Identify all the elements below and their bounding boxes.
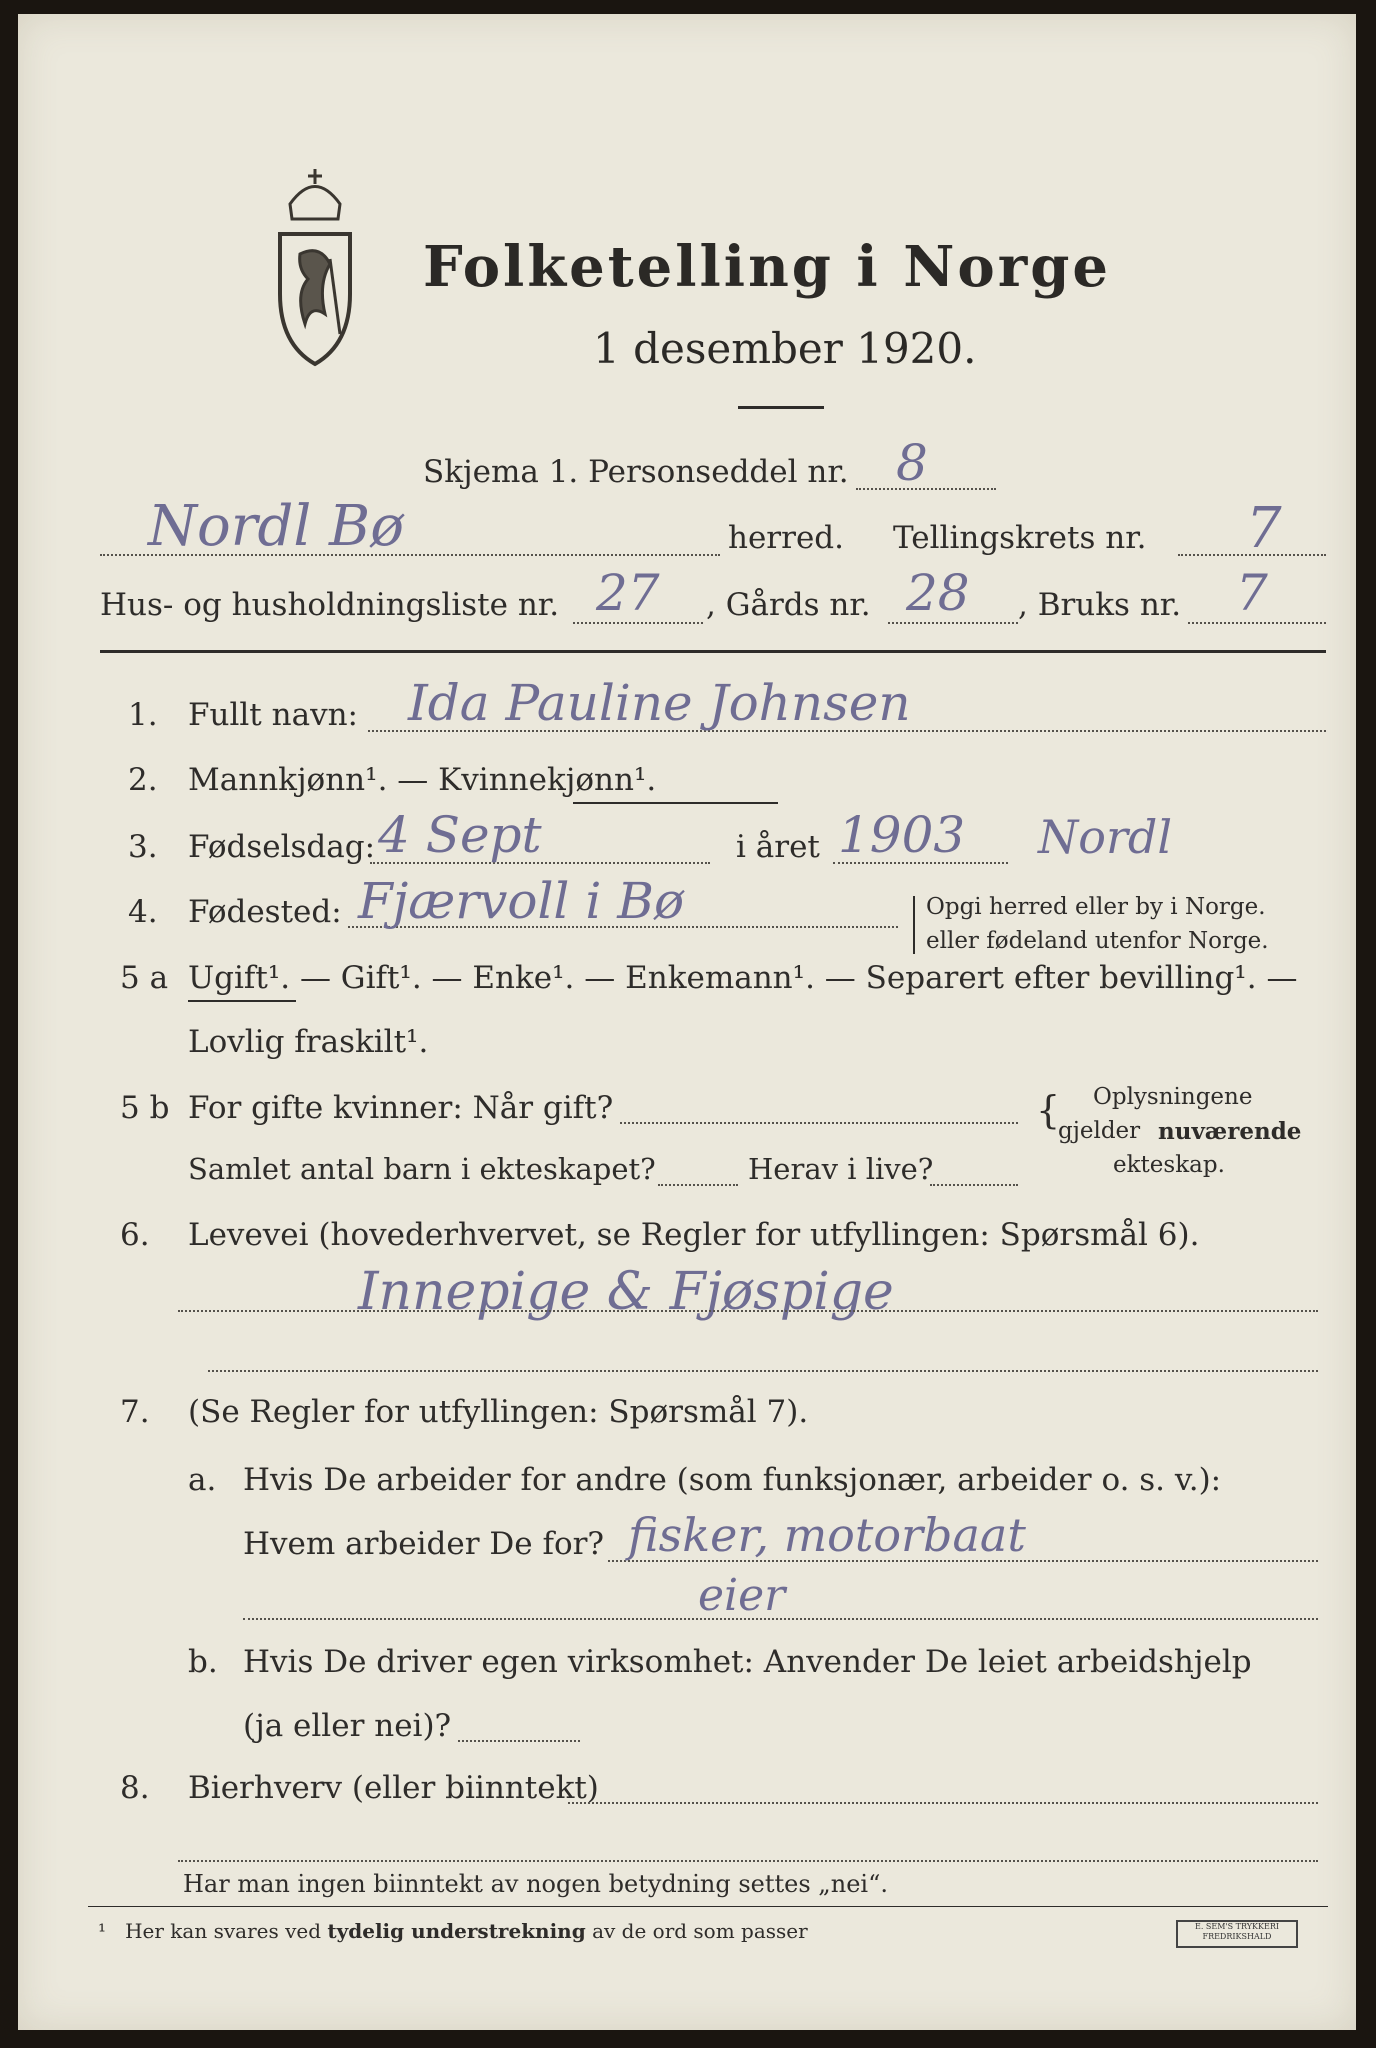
q7a-letter: a.	[188, 1462, 217, 1498]
q7a-label: Hvis De arbeider for andre (som funksjonær, arbeider o. s. v.):	[243, 1462, 1222, 1498]
q7a-label2: Hvem arbeider De for?	[243, 1526, 605, 1562]
q1-number: 1.	[128, 697, 158, 733]
q7b-label: Hvis De driver egen virksomhet: Anvender De leiet arbeidshjelp	[243, 1644, 1252, 1680]
q7b-letter: b.	[188, 1644, 218, 1680]
bruks-label: , Bruks nr.	[1018, 587, 1182, 623]
q5b-note2: gjelder	[1058, 1118, 1141, 1144]
footnote-divider	[88, 1906, 1328, 1907]
q7-label: (Se Regler for utfyllingen: Spørsmål 7).	[188, 1394, 809, 1430]
q4-note2: eller fødeland utenfor Norge.	[926, 928, 1269, 954]
q5a-label: Ugift¹. — Gift¹. — Enke¹. — Enkemann¹. — Separert efter bevilling¹. —	[188, 960, 1298, 996]
q5b-label3: Herav i live?	[748, 1152, 934, 1186]
q5b-note1: Oplysningene	[1093, 1084, 1253, 1110]
q2-label: Mannkjønn¹. — Kvinnekjønn¹.	[188, 762, 657, 798]
q7-number: 7.	[120, 1394, 150, 1430]
q7b-label2: (ja eller nei)?	[243, 1708, 452, 1744]
q5b-alive-line	[930, 1184, 1018, 1186]
printer-stamp: E. SEM'S TRYKKERI FREDRIKSHALD	[1176, 1920, 1298, 1948]
husliste-label: Hus- og husholdningsliste nr.	[100, 587, 560, 623]
q8-line1	[568, 1802, 1318, 1804]
q1-value: Ida Pauline Johnsen	[408, 674, 911, 732]
q5a-underline	[188, 1000, 296, 1002]
gards-label: , Gårds nr.	[706, 587, 871, 623]
skjema-label: Skjema 1. Personseddel nr.	[423, 454, 849, 490]
gards-value: 28	[906, 564, 970, 622]
q3-year-value: 1903	[838, 806, 966, 864]
husliste-line	[573, 622, 703, 624]
q6-number: 6.	[120, 1217, 150, 1253]
q6-line1	[178, 1310, 1318, 1312]
gards-line	[888, 622, 1018, 624]
form-title: Folketelling i Norge	[423, 234, 1112, 300]
footnote-text: Her kan svares ved	[125, 1919, 322, 1943]
biinntekt-note: Har man ingen biinntekt av nogen betydning settes „nei“.	[183, 1870, 888, 1898]
q4-label: Fødested:	[188, 894, 342, 930]
footnote-mark: ¹	[98, 1919, 107, 1943]
herred-value: Nordl Bø	[148, 494, 404, 559]
census-date: 1 desember 1920.	[593, 324, 977, 373]
bruks-line	[1188, 622, 1326, 624]
q5b-when-line	[620, 1122, 1018, 1124]
q3-value: 4 Sept	[378, 806, 542, 864]
husliste-value: 27	[596, 564, 660, 622]
q8-label: Bierhverv (eller biinntekt)	[188, 1770, 599, 1806]
q5b-children-line	[658, 1184, 738, 1186]
q5b-number: 5 b	[120, 1090, 170, 1126]
footnote	[98, 1919, 808, 1943]
census-form	[18, 14, 1356, 2030]
coat-of-arms-icon	[260, 164, 370, 374]
tellingskrets-value: 7	[1246, 496, 1282, 561]
q1-label: Fullt navn:	[188, 697, 358, 733]
q5b-note2b: nuværende	[1158, 1118, 1302, 1145]
q7a-value2: eier	[698, 1570, 786, 1621]
q7a-value: fisker, motorbaat	[628, 1508, 1026, 1562]
q3-label: Fødselsdag:	[188, 829, 376, 865]
q6-label: Levevei (hovederhvervet, se Regler for utfyllingen: Spørsmål 6).	[188, 1217, 1200, 1253]
bruks-value: 7	[1236, 564, 1268, 622]
q8-line2	[178, 1860, 1318, 1862]
footnote-bold: tydelig understrekning	[327, 1919, 586, 1943]
q4-bracket	[913, 896, 915, 954]
skjema-value: 8	[896, 434, 928, 492]
q4-note1: Opgi herred eller by i Norge.	[926, 894, 1266, 920]
q5b-label2: Samlet antal barn i ekteskapet?	[188, 1152, 656, 1186]
q4-number: 4.	[128, 894, 158, 930]
q6-line2	[208, 1370, 1318, 1372]
q5b-note3: ekteskap.	[1113, 1152, 1225, 1178]
herred-label: herred.	[728, 520, 844, 556]
title-divider	[738, 406, 824, 409]
q2-underline	[573, 802, 778, 804]
q5a-label2: Lovlig fraskilt¹.	[188, 1024, 429, 1060]
q3-year-label: i året	[736, 829, 820, 865]
q4-value: Fjærvoll i Bø	[358, 872, 685, 930]
q6-value: Innepige & Fjøspige	[358, 1262, 894, 1322]
q5b-label: For gifte kvinner: Når gift?	[188, 1090, 614, 1126]
footnote-text2: av de ord som passer	[592, 1919, 808, 1943]
q3-extra: Nordl	[1038, 810, 1173, 864]
q2-number: 2.	[128, 762, 158, 798]
tellingskrets-label: Tellingskrets nr.	[893, 520, 1147, 556]
q7b-line	[458, 1740, 580, 1742]
q5a-number: 5 a	[120, 960, 169, 996]
header-divider	[100, 650, 1326, 653]
q8-number: 8.	[120, 1770, 150, 1806]
q5b-bracket: {	[1036, 1088, 1061, 1132]
q3-number: 3.	[128, 829, 158, 865]
